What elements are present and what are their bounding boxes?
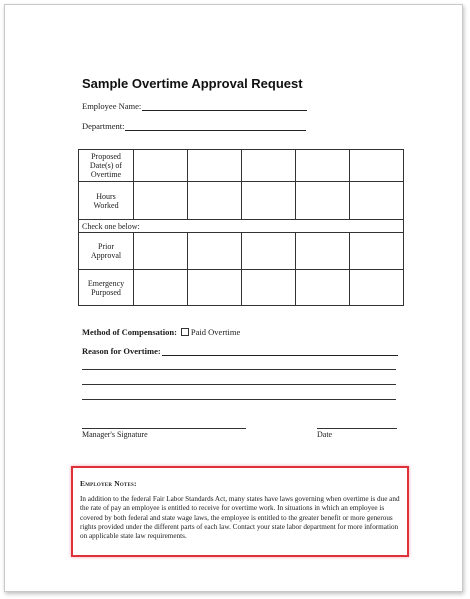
table-cell[interactable] <box>188 182 242 220</box>
check-one-label: Check one below: <box>79 220 404 233</box>
employer-notes-box <box>71 466 409 557</box>
table-cell[interactable] <box>242 182 296 220</box>
page-title: Sample Overtime Approval Request <box>82 76 303 91</box>
table-cell[interactable] <box>242 150 296 182</box>
manager-signature-label: Manager's Signature <box>82 430 148 439</box>
employee-name-label: Employee Name: <box>82 101 142 111</box>
table-cell[interactable] <box>188 270 242 306</box>
prior-approval-label: Prior Approval <box>79 233 134 270</box>
employee-name-field[interactable] <box>142 102 307 111</box>
table-cell[interactable] <box>134 233 188 270</box>
table-cell[interactable] <box>242 233 296 270</box>
table-cell[interactable] <box>134 270 188 306</box>
paid-overtime-checkbox[interactable] <box>181 328 189 336</box>
reason-row <box>82 346 398 356</box>
table-cell[interactable] <box>242 270 296 306</box>
table-cell[interactable] <box>350 182 404 220</box>
manager-signature-line[interactable] <box>82 428 246 429</box>
paid-overtime-label: Paid Overtime <box>190 327 241 337</box>
department-field[interactable] <box>125 122 306 131</box>
compensation-row <box>82 327 240 337</box>
table-cell[interactable] <box>296 270 350 306</box>
reason-for-overtime-label: Reason for Overtime: <box>82 346 161 356</box>
reason-field-line[interactable] <box>162 347 398 356</box>
document-page <box>4 4 463 592</box>
table-row-check-one <box>79 220 404 233</box>
table-cell[interactable] <box>296 233 350 270</box>
table-cell[interactable] <box>188 233 242 270</box>
emergency-purposed-label: Emergency Purposed <box>79 270 134 306</box>
employee-name-row <box>82 101 307 111</box>
table-cell[interactable] <box>350 270 404 306</box>
table-row-emergency <box>79 270 404 306</box>
department-label: Department: <box>82 121 125 131</box>
table-cell[interactable] <box>134 150 188 182</box>
table-row-hours-worked <box>79 182 404 220</box>
table-cell[interactable] <box>188 150 242 182</box>
reason-line-4[interactable] <box>82 399 396 400</box>
hours-worked-label: Hours Worked <box>79 182 134 220</box>
department-row <box>82 121 306 131</box>
employer-notes-title: Employer Notes: <box>80 479 137 488</box>
employer-notes-body: In addition to the federal Fair Labor Standards Act, many states have laws governing when overtime is due and the rate of pay an employee is entitled to receive for overtime work. In situations in which an employee is covered by both federal and state wage laws, the employee is entitled to the greater benefit or more generous rights provided under the different parts of each law. Contact your state labor department for more information on applicable state law requirements. <box>80 495 400 541</box>
table-cell[interactable] <box>350 150 404 182</box>
method-of-compensation-label: Method of Compensation: <box>82 327 177 337</box>
table-cell[interactable] <box>296 182 350 220</box>
reason-line-3[interactable] <box>82 384 396 385</box>
proposed-dates-label: Proposed Date(s) of Overtime <box>79 150 134 182</box>
table-cell[interactable] <box>296 150 350 182</box>
table-cell[interactable] <box>134 182 188 220</box>
overtime-table <box>78 149 404 306</box>
reason-line-2[interactable] <box>82 369 396 370</box>
table-cell[interactable] <box>350 233 404 270</box>
date-label: Date <box>317 430 333 439</box>
table-row-prior-approval <box>79 233 404 270</box>
table-row-proposed-dates <box>79 150 404 182</box>
date-line[interactable] <box>317 428 397 429</box>
